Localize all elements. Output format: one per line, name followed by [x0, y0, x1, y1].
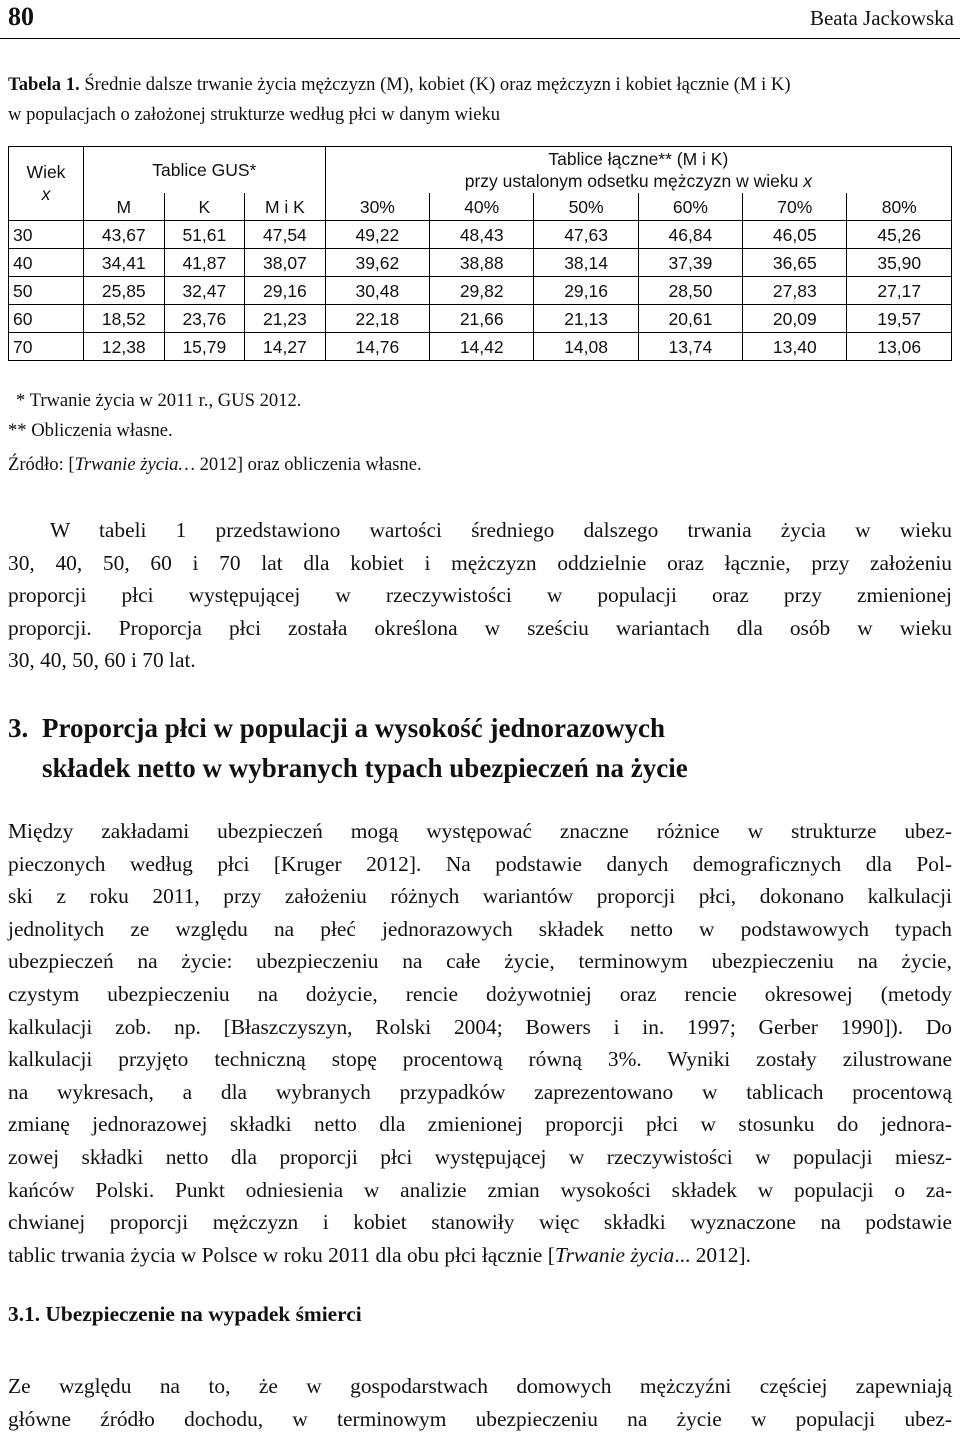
table-cell: 38,07: [245, 249, 326, 277]
column-header: 70%: [743, 193, 847, 221]
paragraph-3-line: główne źródło dochodu, w terminowym ubezpieczeniu na życie w populacji ubez-: [8, 1406, 952, 1431]
table-cell: 14,42: [430, 333, 534, 361]
table-cell: 49,22: [325, 221, 429, 249]
table-cell: 51,61: [164, 221, 245, 249]
paragraph-2-line: kańców Polski. Punkt odniesienia w analizie zmian wysokości składek w populacji o za-: [8, 1177, 952, 1202]
table-cell: 23,76: [164, 305, 245, 333]
header-rule: [0, 38, 960, 39]
paragraph-2-last-italic: Trwanie życia: [554, 1242, 675, 1267]
paragraph-1-line: 30, 40, 50, 60 i 70 lat dla kobiet i mężczyzn oddzielnie oraz łącznie, przy założeniu: [8, 550, 952, 575]
paragraph-3-line: Ze względu na to, że w gospodarstwach domowych mężczyźni częściej zapewniają: [8, 1374, 952, 1398]
table-column-header-row: [9, 193, 952, 221]
table-cell: 20,61: [638, 305, 742, 333]
page-number: 80: [8, 2, 34, 31]
header-gus: [84, 147, 326, 194]
section-3-title-line1: Proporcja płci w populacji a wysokość jednorazowych: [42, 713, 665, 743]
table-cell: 38,14: [534, 249, 638, 277]
table-row: [9, 333, 952, 361]
table-cell: 37,39: [638, 249, 742, 277]
running-header-author: Beata Jackowska: [809, 6, 954, 30]
table-cell: 13,40: [743, 333, 847, 361]
table-cell: 22,18: [325, 305, 429, 333]
paragraph-2-line: czystym ubezpieczeniu na dożycie, rencie dożywotniej oraz rencie okresowej (metody: [8, 981, 952, 1006]
table-cell: 35,90: [847, 249, 952, 277]
column-header: 50%: [534, 193, 638, 221]
running-header: [0, 0, 960, 40]
paragraph-3: [8, 1370, 952, 1435]
column-header: 80%: [847, 193, 952, 221]
paragraph-1-line: W tabeli 1 przedstawiono wartości średniego dalszego trwania życia w wieku: [50, 518, 952, 542]
header-combined-line1: Tablice łączne** (M i K): [548, 149, 729, 169]
table-caption-label: Tabela 1.: [8, 74, 80, 95]
paragraph-2-line: na wykresach, a dla wybranych przypadków zaprezentowano w tablicach procentową: [8, 1079, 952, 1104]
header-combined-var: x: [803, 171, 812, 191]
source-prefix: Źródło: [: [8, 454, 75, 475]
paragraph-2-line: kalkulacji przyjęto techniczną stopę procentową równą 3%. Wyniki zostały zilustrowane: [8, 1047, 952, 1072]
table-row: [9, 221, 952, 249]
table-row: [9, 305, 952, 333]
table-cell: 29,16: [245, 277, 326, 305]
life-expectancy-table: [8, 146, 952, 361]
header-combined-line2: przy ustalonym odsetku mężczyzn w wieku: [464, 171, 804, 191]
paragraph-1-line: proporcji. Proporcja płci została określona w sześciu wariantach dla osób w wieku: [8, 615, 952, 640]
table-cell: 25,85: [84, 277, 165, 305]
table-cell: 48,43: [430, 221, 534, 249]
paragraph-2-line: Między zakładami ubezpieczeń mogą występować znaczne różnice w strukturze ubez-: [8, 819, 952, 843]
table-cell: 13,74: [638, 333, 742, 361]
table-cell: 21,23: [245, 305, 326, 333]
table-cell: 46,05: [743, 221, 847, 249]
table-caption-line-1: Średnie dalsze trwanie życia mężczyzn (M), kobiet (K) oraz mężczyzn i kobiet łącznie (M i K): [84, 74, 791, 95]
paragraph-1-line: 30, 40, 50, 60 i 70 lat.: [8, 648, 196, 673]
table-header-row: [9, 147, 952, 194]
paragraph-2-line: [8, 1239, 952, 1272]
header-combined: [325, 147, 951, 194]
paragraph-1-line: proporcji płci występującej w rzeczywistości w populacji oraz przy zmienionej: [8, 583, 952, 608]
table-cell: 38,88: [430, 249, 534, 277]
table-cell: 30,48: [325, 277, 429, 305]
column-header: K: [164, 193, 245, 221]
table-cell: 19,57: [847, 305, 952, 333]
paragraph-2-line: ubezpieczeń na życie: ubezpieczeniu na całe życie, terminowym ubezpieczeniu na życie,: [8, 949, 952, 974]
column-header: M: [84, 193, 165, 221]
table-cell: 29,82: [430, 277, 534, 305]
paragraph-2-line: zmianę jednorazowej składki netto dla zmienionej proporcji płci w stosunku do jednora-: [8, 1112, 952, 1137]
table-cell: 27,17: [847, 277, 952, 305]
table-cell: 46,84: [638, 221, 742, 249]
table-row: [9, 277, 952, 305]
paragraph-2-last-prefix: tablic trwania życia w Polsce w roku 2011 dla obu płci łącznie [: [8, 1242, 555, 1267]
table-caption: [8, 70, 948, 130]
table-cell: 47,54: [245, 221, 326, 249]
paragraph-2-line: jednolitych ze względu na płeć jednorazowych składek netto w podstawowych typach: [8, 916, 952, 941]
header-gus-label: Tablice GUS*: [152, 160, 257, 180]
column-header: 60%: [638, 193, 742, 221]
header-wiek-label: Wiek: [26, 162, 66, 182]
table-cell: 15,79: [164, 333, 245, 361]
table-note-1: * Trwanie życia w 2011 r., GUS 2012.: [16, 390, 302, 411]
paragraph-2-line: pieczonych według płci [Kruger 2012]. Na podstawie danych demograficznych dla Pol-: [8, 851, 952, 876]
table-cell: 34,41: [84, 249, 165, 277]
row-age: 70: [9, 333, 84, 361]
table-cell: 20,09: [743, 305, 847, 333]
table-cell: 14,08: [534, 333, 638, 361]
table-cell: 27,83: [743, 277, 847, 305]
table-cell: 45,26: [847, 221, 952, 249]
column-header: 30%: [325, 193, 429, 221]
paragraph-2-line: chwianej proporcji mężczyzn i kobiet stanowiły więc składki wyznaczone na podstawie: [8, 1210, 952, 1235]
source-italic: Trwanie życia…: [74, 454, 195, 475]
table-cell: 12,38: [84, 333, 165, 361]
table-cell: 14,27: [245, 333, 326, 361]
header-wiek-var: x: [41, 184, 51, 204]
table-cell: 32,47: [164, 277, 245, 305]
table-cell: 29,16: [534, 277, 638, 305]
paragraph-2-last-suffix: ... 2012].: [674, 1242, 751, 1267]
column-header: 40%: [430, 193, 534, 221]
paragraph-2-line: ski z roku 2011, przy założeniu różnych wariantów proporcji płci, dokonano kalkulacji: [8, 884, 952, 909]
table-cell: 18,52: [84, 305, 165, 333]
table-cell: 14,76: [325, 333, 429, 361]
table-source: [8, 450, 422, 480]
table-row: [9, 249, 952, 277]
table-cell: 43,67: [84, 221, 165, 249]
row-age: 30: [9, 221, 84, 249]
section-3-1-heading: 3.1. Ubezpieczenie na wypadek śmierci: [8, 1302, 362, 1326]
row-age: 40: [9, 249, 84, 277]
table-cell: 47,63: [534, 221, 638, 249]
table-cell: 13,06: [847, 333, 952, 361]
source-suffix: 2012] oraz obliczenia własne.: [194, 454, 422, 475]
row-age: 50: [9, 277, 84, 305]
table-cell: 39,62: [325, 249, 429, 277]
paragraph-2: [8, 815, 952, 1271]
paragraph-2-line: zowej składki netto dla proporcji płci występującej w rzeczywistości w populacji miesz-: [8, 1144, 952, 1169]
section-3-title-line2: składek netto w wybranych typach ubezpieczeń na życie: [42, 753, 688, 783]
paragraph-1: [8, 514, 952, 677]
table-note-2: ** Obliczenia własne.: [8, 420, 173, 441]
column-header: M i K: [245, 193, 326, 221]
table-cell: 41,87: [164, 249, 245, 277]
table-cell: 21,66: [430, 305, 534, 333]
table-cell: 36,65: [743, 249, 847, 277]
section-3-heading: [8, 708, 688, 788]
header-wiek: [9, 147, 84, 221]
table-cell: 21,13: [534, 305, 638, 333]
row-age: 60: [9, 305, 84, 333]
table-caption-line-2: w populacjach o założonej strukturze według płci w danym wieku: [8, 104, 501, 125]
table-cell: 28,50: [638, 277, 742, 305]
table-notes: [8, 386, 301, 446]
paragraph-2-line: kalkulacji zob. np. [Błaszczyszyn, Rolski 2004; Bowers i in. 1997; Gerber 1990]). Do: [8, 1014, 952, 1039]
section-3-number: 3.: [8, 713, 29, 743]
